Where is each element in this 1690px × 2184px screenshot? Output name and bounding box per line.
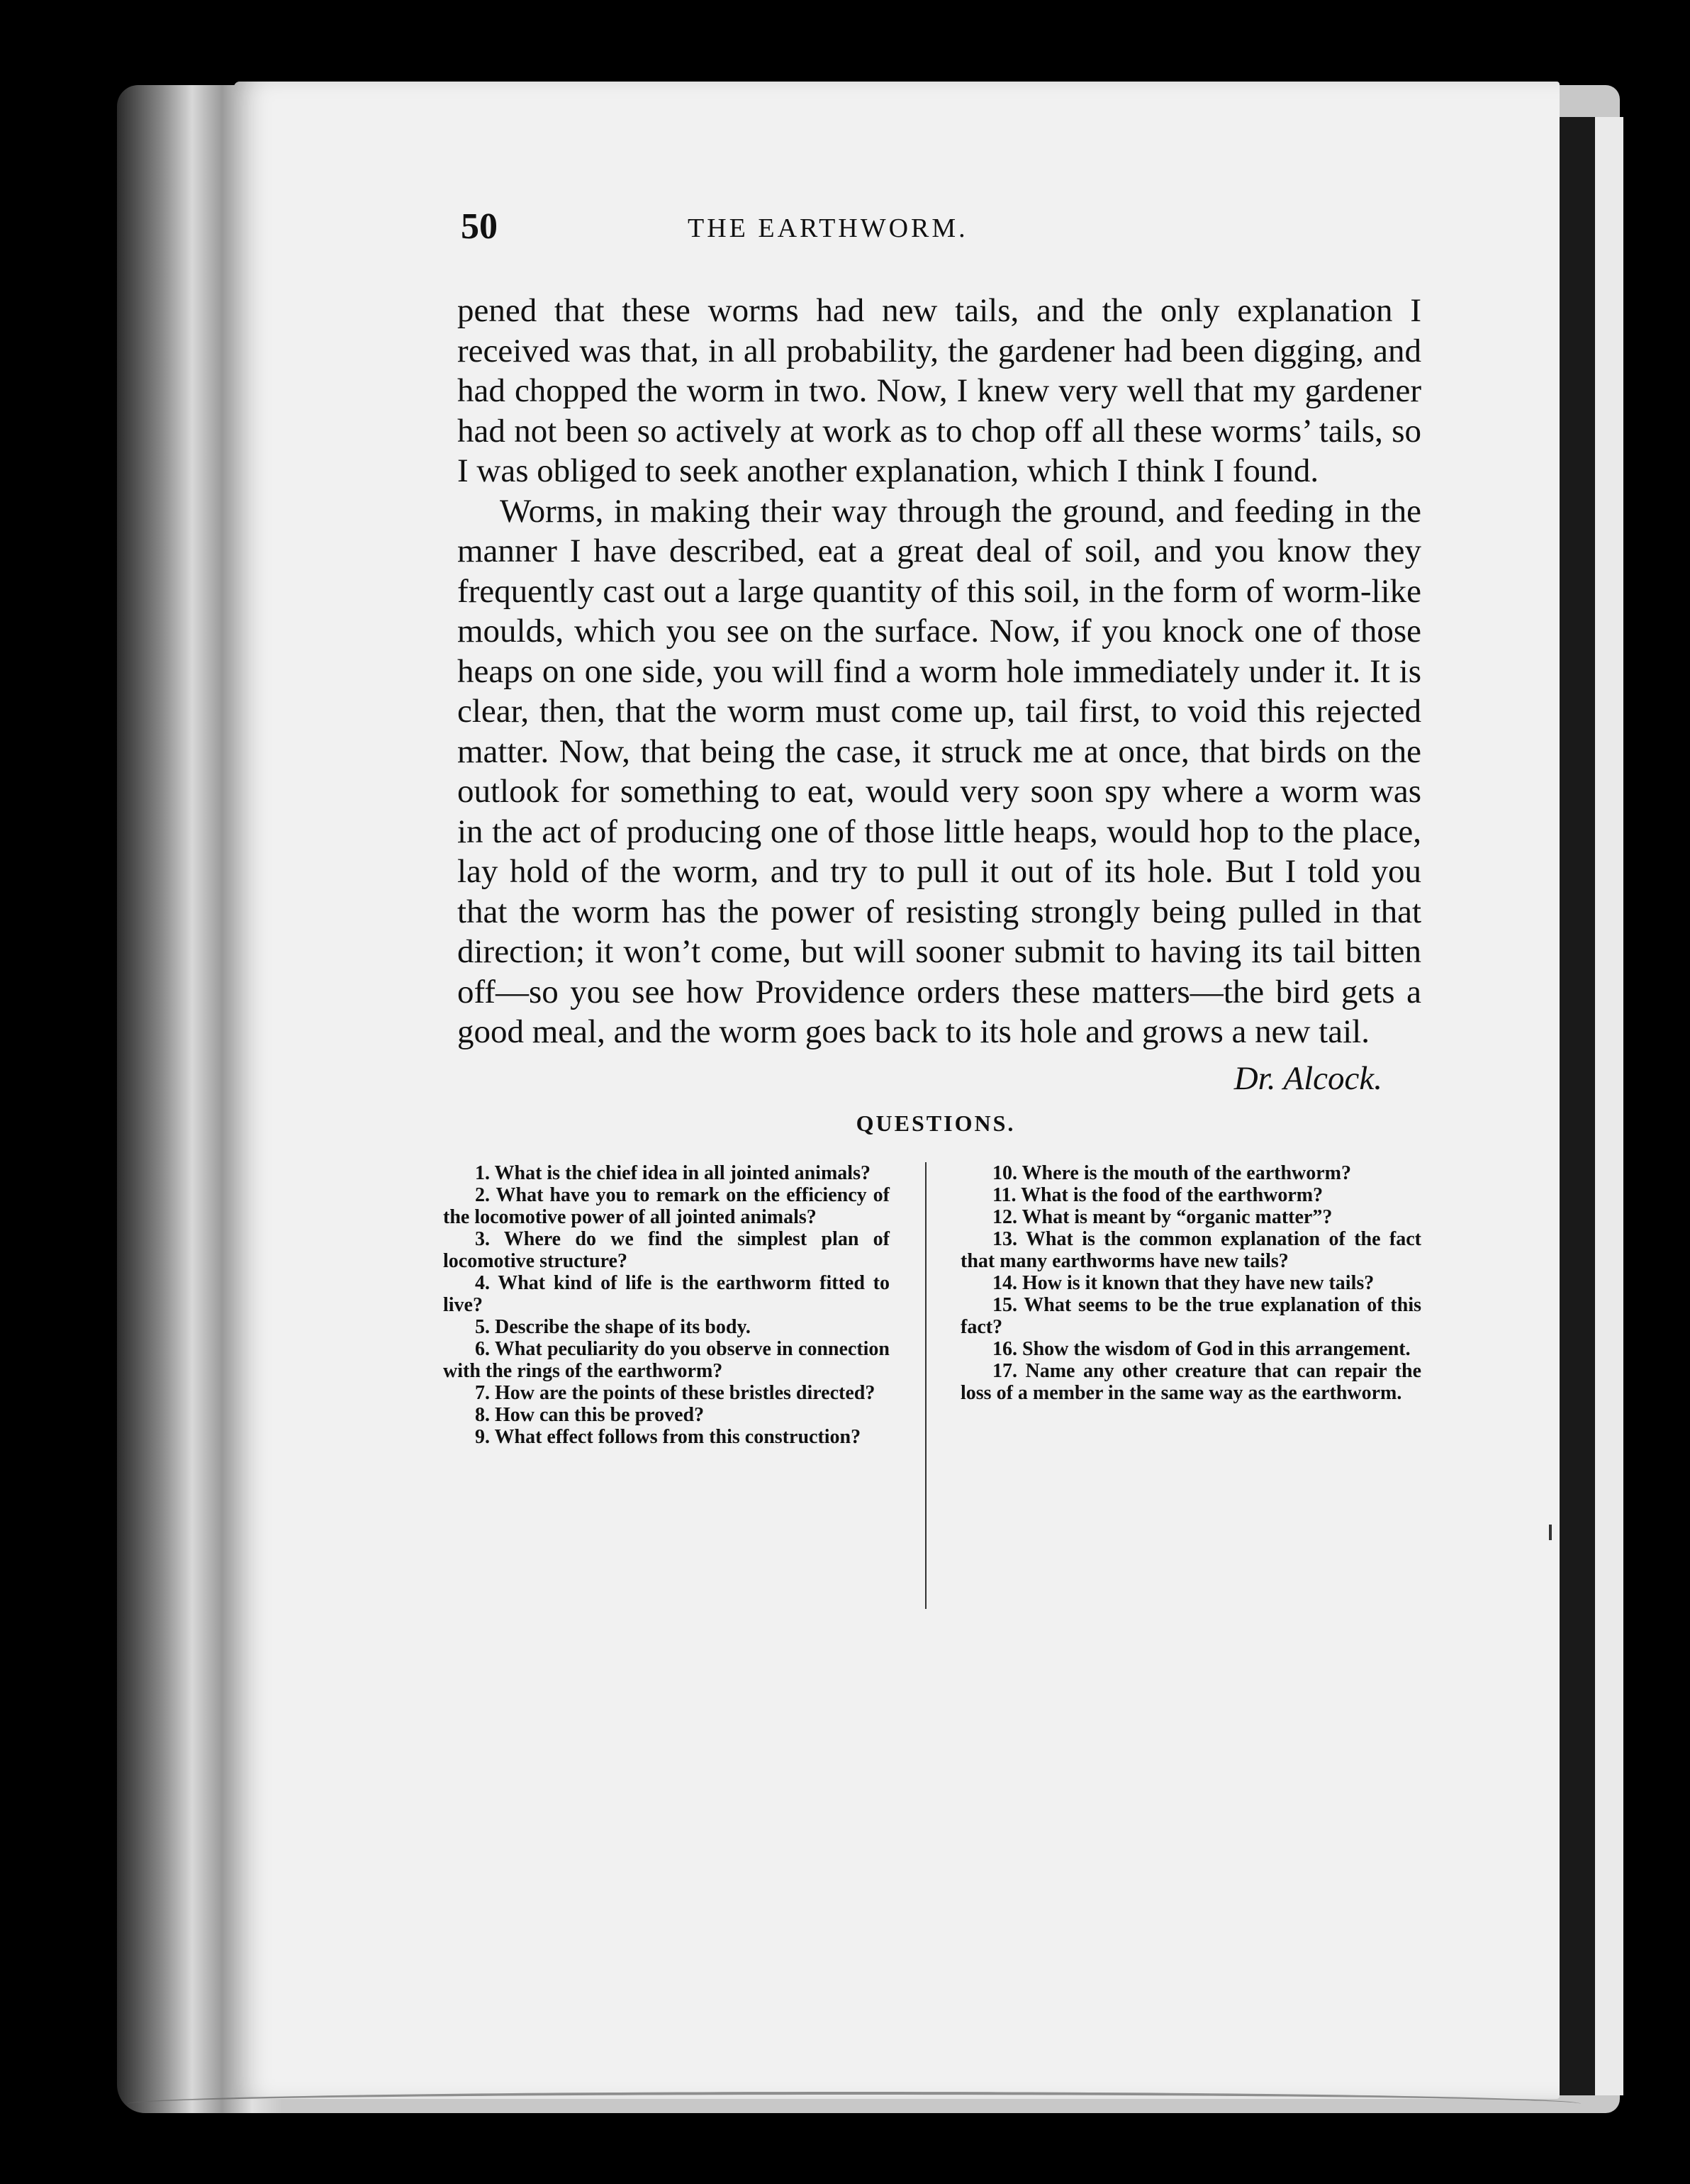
questions-right-column [961, 1162, 1421, 1448]
question-item: 6. What peculiarity do you observe in connection with the rings of the earthworm? [443, 1337, 890, 1382]
question-item: 13. What is the common explanation of the fact that many earthworms have new tails? [961, 1227, 1421, 1272]
questions-section [443, 1162, 1421, 1448]
question-item: 4. What kind of life is the earthworm fitted to live? [443, 1271, 890, 1316]
paragraph: Worms, in making their way through the ground, and feeding in the manner I have described, eat a great deal of soil, and you know they frequently cast out a large quantity of this soil, in the form of worm-like moulds, which you see on the surface. Now, if you knock one of those heaps on one side, you will find a worm hole immediately under it. It is clear, then, that the worm must come up, tail first, to void this rejected matter. Now, that being the case, it struck me at once, that birds on the outlook for something to eat, would very soon spy where a worm was in the act of producing one of those little heaps, would hop to the place, lay hold of the worm, and try to pull it out of its hole. But I told you that the worm has the power of resisting strongly being pulled in that direction; it won’t come, but will sooner submit to having its tail bitten off—so you see how Providence orders these matters—the bird gets a good meal, and the worm goes back to its hole and grows a new tail. [457, 492, 1421, 1050]
question-item: 1. What is the chief idea in all jointed animals? [475, 1161, 871, 1184]
question-item: 11. What is the food of the earthworm? [992, 1183, 1324, 1206]
question-item: 5. Describe the shape of its body. [475, 1315, 751, 1338]
question-item: 10. Where is the mouth of the earthworm? [992, 1161, 1352, 1184]
questions-left-column [443, 1162, 890, 1448]
body-text [457, 291, 1421, 1052]
questions-heading: QUESTIONS. [856, 1110, 1016, 1136]
question-item: 16. Show the wisdom of God in this arrangement. [992, 1337, 1411, 1360]
question-item: 8. How can this be proved? [475, 1403, 705, 1426]
question-item: 17. Name any other creature that can repair the loss of a member in the same way as the earthworm. [961, 1359, 1421, 1404]
question-item: 2. What have you to remark on the efficiency of the locomotive power of all jointed animals? [443, 1183, 890, 1228]
question-item: 3. Where do we find the simplest plan of locomotive structure? [443, 1227, 890, 1272]
book-page [234, 82, 1560, 2099]
page-number: 50 [461, 206, 498, 247]
author-signature: Dr. Alcock. [1233, 1059, 1382, 1097]
question-item: 7. How are the points of these bristles directed? [475, 1381, 875, 1404]
stray-ink-mark [1549, 1525, 1552, 1540]
page-header [461, 206, 1659, 262]
question-item: 15. What seems to be the true explanation of this fact? [961, 1293, 1421, 1338]
question-item: 12. What is meant by “organic matter”? [992, 1205, 1333, 1228]
question-item: 14. How is it known that they have new tails? [992, 1271, 1375, 1294]
question-item: 9. What effect follows from this construction? [475, 1425, 861, 1448]
page-content [443, 206, 1659, 1448]
running-head: THE EARTHWORM. [688, 213, 968, 243]
paragraph: pened that these worms had new tails, and the only explanation I received was that, in all probability, the gardener had been digging, and had chopped the worm in two. Now, I knew very well that my gardener had not been so actively at work as to chop off all these worms’ tails, so I was obliged to seek another explanation, which I think I found. [457, 292, 1421, 489]
column-divider [925, 1162, 927, 1609]
page-bottom-curl [128, 2092, 1581, 2116]
